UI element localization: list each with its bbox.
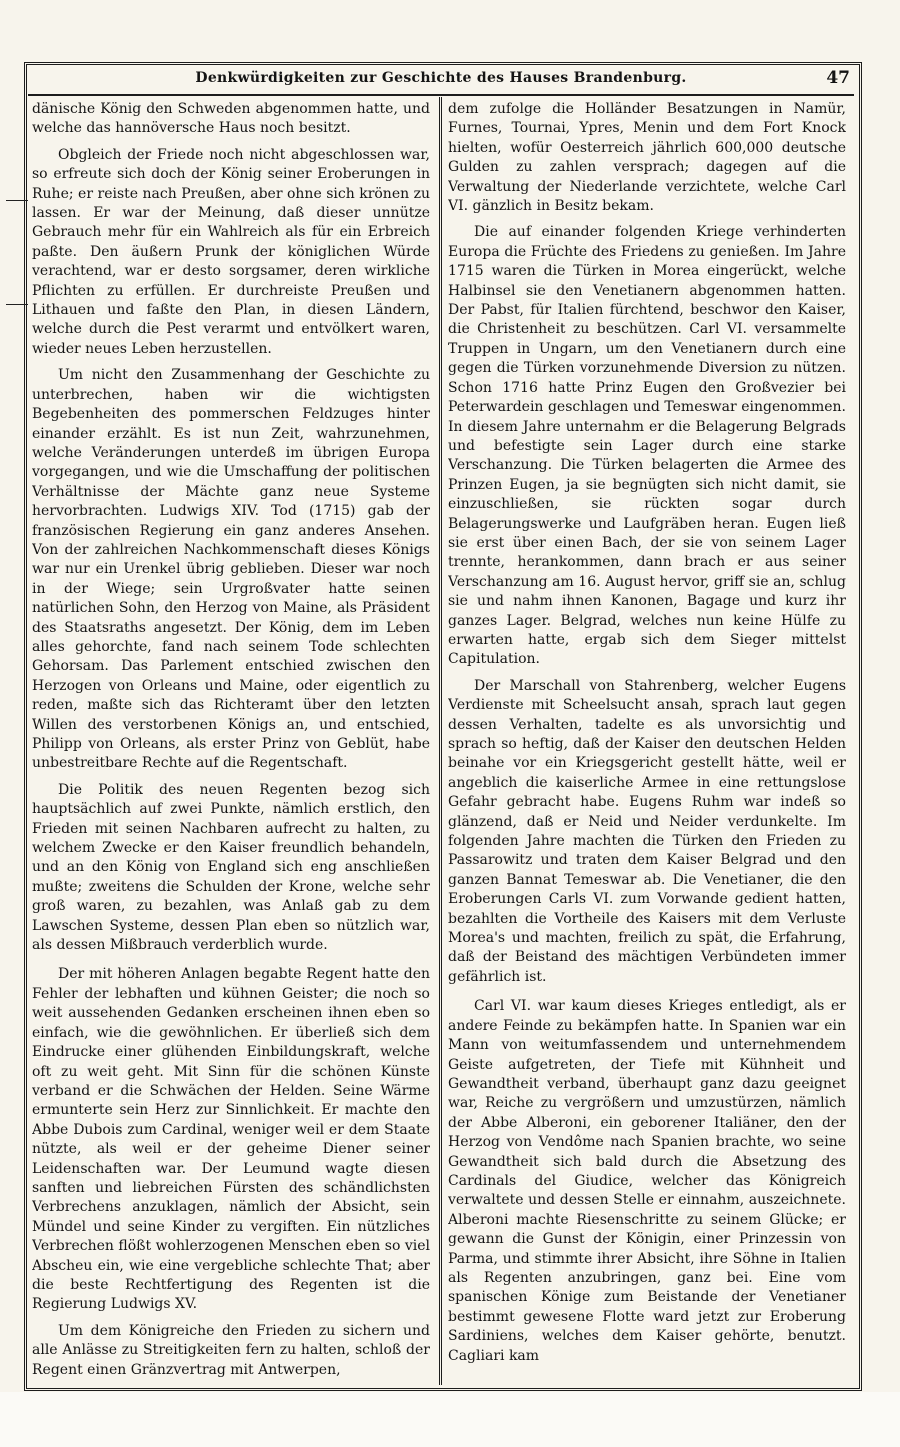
- paragraph: Carl VI. war kaum dieses Krieges entledigt, als er andere Feinde zu bekämpfen hatte. In Spanien war ein Mann von weitumfassendem und unternehmendem Geiste aufgetreten, der Tiefe mit Kühnheit und Gewandtheit verband, überhaupt ganz dazu geeignet war, Reiche zu vergrößern und umzustürzen, nämlich der Abbe Alberoni, ein geborener Italiäner, den der Herzog von Vendôme nach Spanien brachte, wo seine Gewandtheit sich bald durch die Absetzung des Cardinals del Giudice, welcher das Königreich verwaltete und dessen Stelle er einnahm, auszeichnete. Alberoni machte Riesenschritte zu seinem Glücke; er gewann die Gunst der Königin, einer Prinzessin von Parma, und stimmte ihrer Absicht, ihre Söhne in Italien als Regenten anzubringen, ganz bei. Eine vom spanischen Könige zum Beistande der Venetianer bestimmt gewesene Flotte ward jetzt zur Eroberung Sardiniens, welches dem Kaiser gehörte, benutzt. Cagliari kam: [448, 998, 846, 1364]
- paragraph: dänische König den Schweden abgenommen hatte, und welche das hannöversche Haus noch besitzt.: [32, 101, 430, 137]
- margin-mark: [6, 304, 28, 305]
- page-number: 47: [826, 68, 850, 88]
- left-column: [32, 100, 430, 1382]
- page-bottom-margin: [0, 1392, 900, 1447]
- paragraph: Der Marschall von Stahrenberg, welcher Eugens Verdienste mit Scheelsucht ansah, sprach laut gegen dessen Verhalten, tadelte es als unvorsichtig und sprach so heftig, daß der Kaiser den deutschen Helden beinahe vor ein Kriegsgericht gestellt hätte, weil er angeblich die kaiserliche Armee in eine rettungslose Gefahr gebracht habe. Eugens Ruhm war indeß so glänzend, daß er Neid und Neider verdunkelte. Im folgenden Jahre machten die Türken den Frieden zu Passarowitz und traten dem Kaiser Belgrad und den ganzen Bannat Temeswar ab. Die Venetianer, die den Eroberungen Carls VI. zum Vorwande gedient hatten, bezahlten die Vortheile des Kaisers mit dem Verluste Morea's und machten, freilich zu spät, die Erfahrung, daß der Beistand des mächtigen Verbündeten immer gefährlich ist.: [448, 677, 846, 985]
- paragraph: Die Politik des neuen Regenten bezog sich hauptsächlich auf zwei Punkte, nämlich erstlich, den Frieden mit seinen Nachbaren aufrecht zu halten, zu welchem Zwecke er den Kaiser freundlich behandeln, und an den König von England sich eng anschließen mußte; zweitens die Schulden der Krone, welche sehr groß waren, zu bezahlen, was Anlaß gab zu dem Lawschen Systeme, dessen Plan eben so nützlich war, als dessen Mißbrauch verderblich wurde.: [32, 781, 430, 954]
- paragraph: Der mit höheren Anlagen begabte Regent hatte den Fehler der lebhaften und kühnen Geister; die noch so weit aussehenden Gedanken erscheinen ihnen eben so einfach, wie die gewöhnlichen. Er überließ sich dem Eindrucke einer glühenden Einbildungskraft, welche oft zu weit geht. Mit Sinn für die schönen Künste verband er die Schwächen der Helden. Seine Wärme ermunterte sein Herz zur Sinnlichkeit. Er machte den Abbe Dubois zum Cardinal, weniger weil er dem Staate nützte, als weil er der geheime Diener seiner Leidenschaften war. Der Leumund wagte diesen sanften und liebreichen Fürsten des schändlichsten Verbrechens anzuklagen, nämlich der Absicht, sein Mündel und seine Kinder zu vergiften. Ein nützliches Verbrechen flößt wohlerzogenen Menschen eben so viel Abscheu ein, wie eine vergebliche schlechte That; aber die beste Rechtfertigung des Regenten ist die Regierung Ludwigs XV.: [32, 966, 430, 1313]
- paragraph: Um dem Königreiche den Frieden zu sichern und alle Anlässe zu Streitigkeiten fern zu halten, schloß der Regent einen Gränzvertrag mit Antwerpen,: [32, 1322, 430, 1378]
- paragraph: Die auf einander folgenden Kriege verhinderten Europa die Früchte des Friedens zu genießen. Im Jahre 1715 waren die Türken in Morea eingerückt, welche Halbinsel sie den Venetianern abgenommen hatten. Der Pabst, für Italien fürchtend, beschwor den Kaiser, die Christenheit zu beschützen. Carl VI. versammelte Truppen in Ungarn, um den Venetianern durch eine gegen die Türken vorzunehmende Diversion zu nützen. Schon 1716 hatte Prinz Eugen den Großvezier bei Peterwardein geschlagen und Temeswar eingenommen. In diesem Jahre unternahm er die Belagerung Belgrads und befestigte sein Lager durch eine starke Verschanzung. Die Türken belagerten die Armee des Prinzen Eugen, ja sie begnügten sich nicht damit, sie einzuschließen, sie rückten sogar durch Belagerungswerke und Laufgräben heran. Eugen ließ sie erst über einen Bach, der sie von seinem Lager trennte, herankommen, dann brach er aus seiner Verschanzung am 16. August hervor, griff sie an, schlug sie und nahm ihnen Kanonen, Bagage und kurz ihr ganzes Lager. Belgrad, welches nun keine Hülfe zu erwarten hatte, ergab sich dem Sieger mittelst Capitulation.: [448, 224, 846, 668]
- paragraph: Obgleich der Friede noch nicht abgeschlossen war, so erfreute sich doch der König seiner Eroberungen in Ruhe; er reiste nach Preußen, aber ohne sich krönen zu lassen. Er war der Meinung, daß dieser unnütze Gebrauch mehr für ein Wahlreich als für ein Erbreich paßte. Den äußern Prunk der königlichen Würde verachtend, war er desto sorgsamer, deren wirkliche Pflichten zu erfüllen. Er durchreiste Preußen und Lithauen und faßte den Plan, in diesen Ländern, welche durch die Pest verarmt und entvölkert waren, wieder neues Leben herzustellen.: [32, 146, 430, 357]
- paragraph: dem zufolge die Holländer Besatzungen in Namür, Furnes, Tournai, Ypres, Menin und dem Fort Knock hielten, wofür Oesterreich jährlich 600,000 deutsche Gulden zu zahlen versprach; dagegen auf die Verwaltung der Niederlande verzichtete, welche Carl VI. gänzlich in Besitz bekam.: [448, 101, 846, 215]
- margin-mark: [6, 200, 28, 201]
- paragraph: Um nicht den Zusammenhang der Geschichte zu unterbrechen, haben wir die wichtigsten Begebenheiten des pommerschen Feldzuges hinter einander erzählt. Es ist nun Zeit, wahrzunehmen, welche Veränderungen unterdeß im übrigen Europa vorgegangen, und wie die Umschaffung der politischen Verhältnisse der Mächte ganz neue Systeme hervorbrachten. Ludwigs XIV. Tod (1715) gab der französischen Regierung ein ganz anderes Ansehen. Von der zahlreichen Nachkommenschaft dieses Königs war nur ein Urenkel übrig geblieben. Dieser war noch in der Wiege; sein Urgroßvater hatte seinen natürlichen Sohn, den Herzog von Maine, als Präsident des Staatsraths angesetzt. Der König, dem im Leben alles gehorchte, fand nach seinem Tode schlechten Gehorsam. Das Parlement entschied zwischen den Herzogen von Orleans und Maine, oder eigentlich zu reden, maßte sich das Richteramt über den letzten Willen des verstorbenen Königs an, und entschied, Philipp von Orleans, als erster Prinz von Geblüt, habe unbestreitbare Rechte auf die Regentschaft.: [32, 367, 430, 772]
- running-title: Denkwürdigkeiten zur Geschichte des Hauses Brandenburg.: [195, 70, 687, 86]
- running-header: [28, 66, 854, 96]
- column-divider: [439, 97, 442, 1385]
- right-column: [448, 100, 846, 1382]
